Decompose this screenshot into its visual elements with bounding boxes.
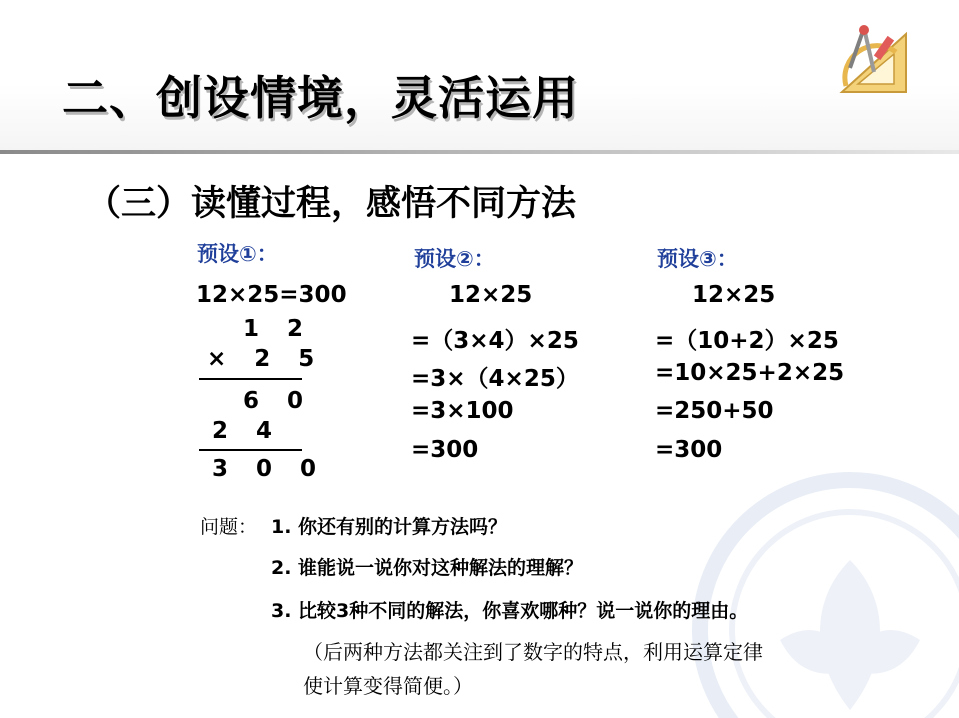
method-2-step: =3×100 <box>411 398 514 424</box>
method-1-expression: 12×25=300 <box>196 282 347 308</box>
method-3-step: =300 <box>655 437 723 463</box>
vertical-rule-2 <box>199 449 302 451</box>
method-3-step: 12×25 <box>692 282 776 308</box>
page-title: 二、创设情境，灵活运用 <box>62 71 579 125</box>
preset-label: 预设①： <box>197 242 278 266</box>
header-divider <box>0 150 959 154</box>
preset-label: 预设③： <box>657 247 738 271</box>
summary-note-line-2: 使计算变得简便。） <box>303 674 473 698</box>
vertical-result: 3 0 0 <box>212 456 327 482</box>
method-2-step: 12×25 <box>449 282 533 308</box>
ruler-compass-logo-icon <box>836 22 912 94</box>
summary-note-line-1: （后两种方法都关注到了数字的特点，利用运算定律 <box>303 640 763 664</box>
question-item: 1. 你还有别的计算方法吗？ <box>271 516 508 538</box>
method-3-step: =（10+2）×25 <box>655 328 839 354</box>
questions-heading: 问题： <box>200 516 258 538</box>
school-emblem-watermark-icon <box>690 470 959 718</box>
question-item: 3. 比较3种不同的解法，你喜欢哪种？说一说你的理由。 <box>271 600 749 622</box>
method-2-step: =（3×4）×25 <box>411 328 579 354</box>
preset-label: 预设②： <box>414 247 495 271</box>
vertical-multiplier: × 2 5 <box>207 346 325 372</box>
vertical-partial-1: 6 0 <box>243 388 314 414</box>
section-subtitle: （三）读懂过程，感悟不同方法 <box>86 184 577 224</box>
method-3-step: =10×25+2×25 <box>655 360 845 386</box>
vertical-partial-2: 2 4 <box>212 418 283 444</box>
vertical-multiplicand: 1 2 <box>243 316 314 342</box>
question-item: 2. 谁能说一说你对这种解法的理解？ <box>271 557 584 579</box>
method-2-step: =3×（4×25） <box>411 366 579 392</box>
method-3-step: =250+50 <box>655 398 774 424</box>
method-2-step: =300 <box>411 437 479 463</box>
vertical-rule-1 <box>199 378 302 380</box>
